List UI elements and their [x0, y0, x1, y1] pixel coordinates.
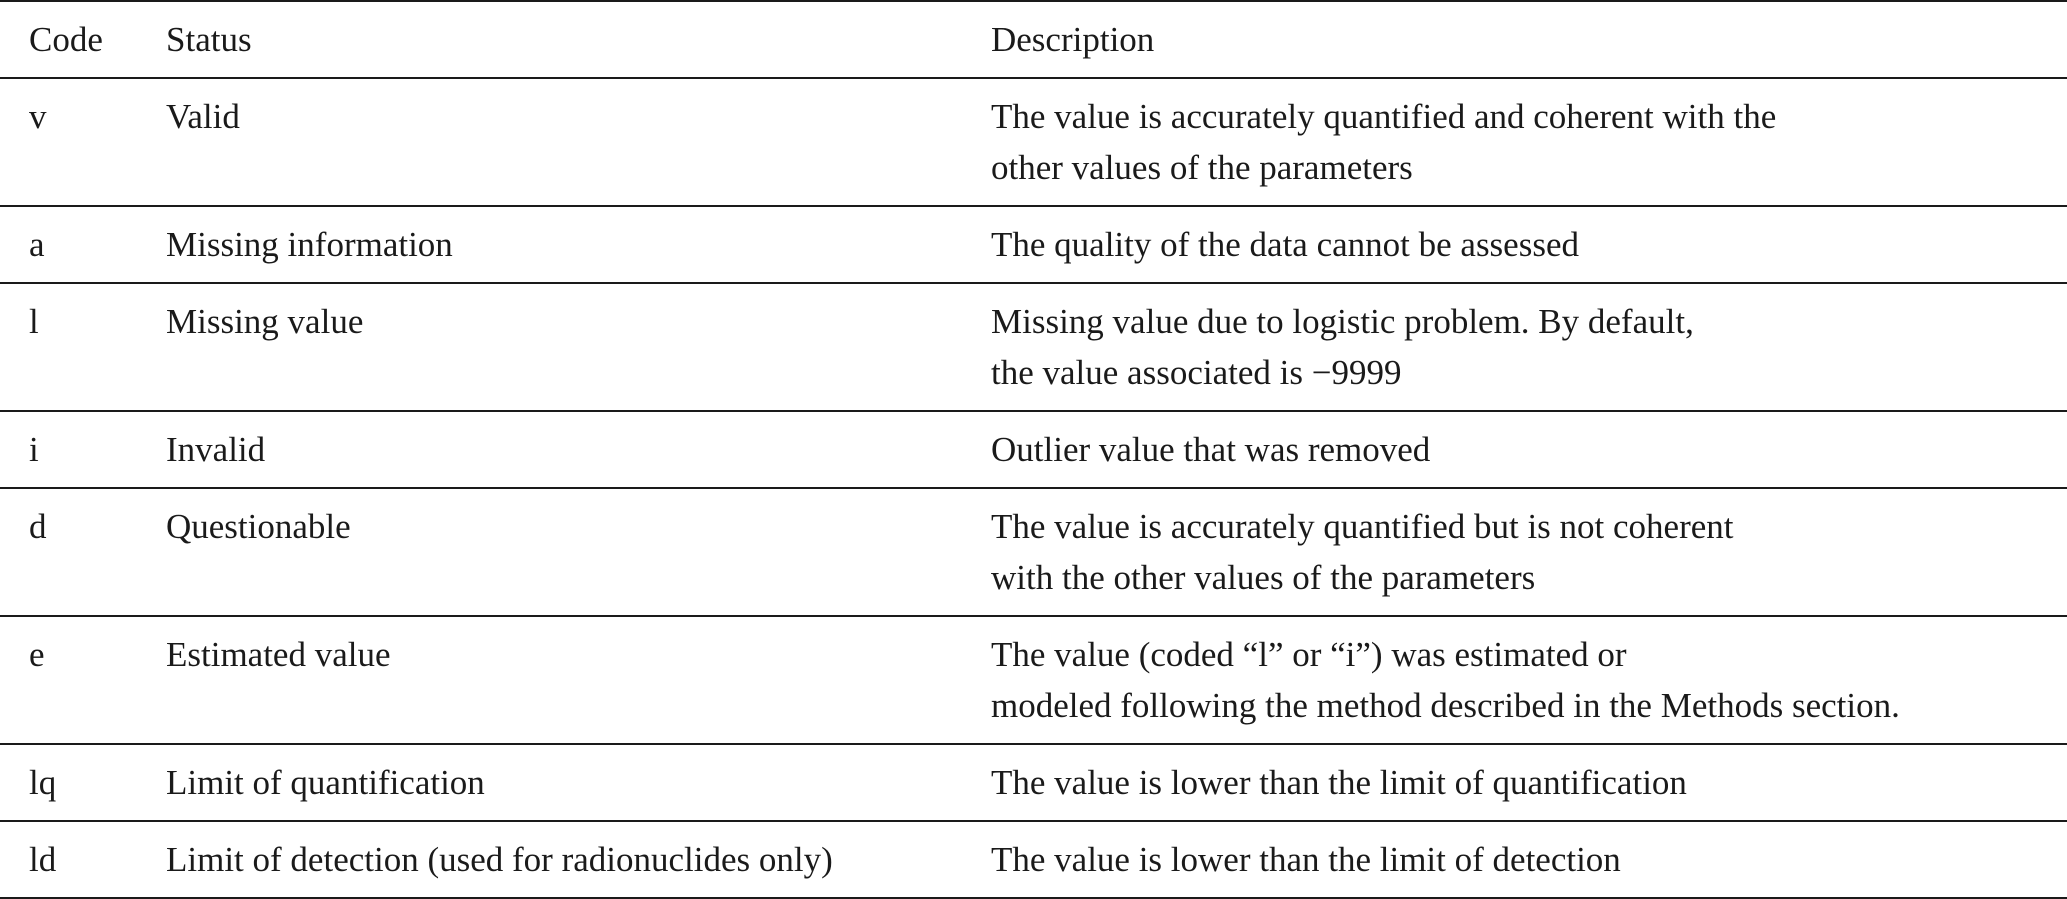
cell-code: d [0, 488, 166, 616]
description-line: The value is lower than the limit of detection [991, 840, 1621, 879]
cell-status: Missing information [166, 206, 991, 283]
header-row [0, 1, 2067, 78]
cell-status: Valid [166, 78, 991, 206]
table-header [0, 1, 2067, 78]
description-line: Missing value due to logistic problem. By default, [991, 302, 1694, 341]
cell-description [991, 78, 2067, 206]
cell-code: a [0, 206, 166, 283]
cell-code: lq [0, 744, 166, 821]
table-body [0, 78, 2067, 898]
description-line: The value is accurately quantified and coherent with the [991, 97, 1777, 136]
cell-description [991, 206, 2067, 283]
description-line: The value is accurately quantified but is not coherent [991, 507, 1734, 546]
cell-status: Limit of detection (used for radionuclides only) [166, 821, 991, 898]
table-row [0, 616, 2067, 744]
cell-description [991, 821, 2067, 898]
cell-description [991, 744, 2067, 821]
description-line: The value is lower than the limit of quantification [991, 763, 1687, 802]
description-line: the value associated is −9999 [991, 353, 1402, 392]
cell-code: ld [0, 821, 166, 898]
table-row [0, 411, 2067, 488]
description-line: with the other values of the parameters [991, 558, 1536, 597]
cell-status: Questionable [166, 488, 991, 616]
cell-description [991, 411, 2067, 488]
description-line: The quality of the data cannot be assessed [991, 225, 1579, 264]
cell-code: i [0, 411, 166, 488]
table-row [0, 744, 2067, 821]
description-line: other values of the parameters [991, 148, 1413, 187]
cell-code: v [0, 78, 166, 206]
cell-description [991, 488, 2067, 616]
header-status: Status [166, 1, 991, 78]
table-row [0, 283, 2067, 411]
table-row [0, 488, 2067, 616]
cell-code: e [0, 616, 166, 744]
cell-description [991, 283, 2067, 411]
table-row [0, 821, 2067, 898]
description-line: Outlier value that was removed [991, 430, 1431, 469]
description-line: The value (coded “l” or “i”) was estimated or [991, 635, 1627, 674]
cell-status: Limit of quantification [166, 744, 991, 821]
cell-status: Estimated value [166, 616, 991, 744]
header-description: Description [991, 1, 2067, 78]
cell-code: l [0, 283, 166, 411]
table-row [0, 206, 2067, 283]
cell-status: Invalid [166, 411, 991, 488]
header-code: Code [0, 1, 166, 78]
cell-status: Missing value [166, 283, 991, 411]
cell-description [991, 616, 2067, 744]
table-row [0, 78, 2067, 206]
description-line: modeled following the method described in the Methods section. [991, 686, 1900, 725]
